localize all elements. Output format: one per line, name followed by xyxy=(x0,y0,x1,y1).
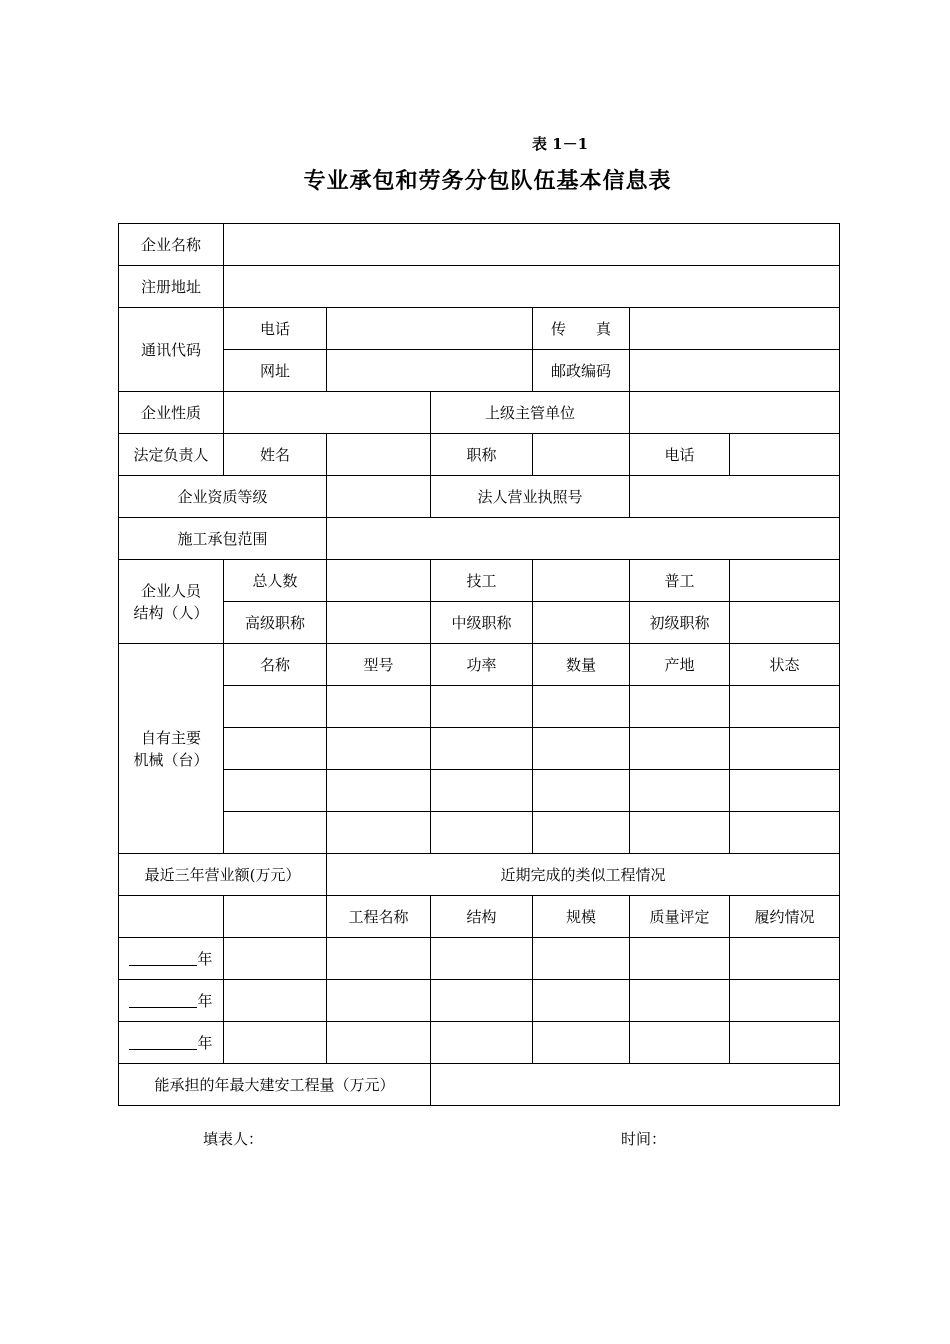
machinery-label-line2: 机械（台） xyxy=(133,750,209,769)
capacity-field[interactable] xyxy=(431,1064,840,1106)
nature-label: 企业性质 xyxy=(119,392,224,434)
table-number: 表 1－1 xyxy=(531,135,589,153)
rep-title-field[interactable] xyxy=(533,434,630,476)
nature-field[interactable] xyxy=(224,392,431,434)
staff-general-label: 普工 xyxy=(630,560,730,602)
project-cell[interactable] xyxy=(630,938,730,980)
postcode-label: 邮政编码 xyxy=(533,350,630,392)
row-staff-2 xyxy=(119,602,840,644)
row-machinery-header xyxy=(119,644,840,686)
year-cell[interactable] xyxy=(119,938,224,980)
staff-label-line1: 企业人员 xyxy=(140,581,201,600)
project-header-cell: 结构 xyxy=(431,896,533,938)
machinery-cell[interactable] xyxy=(327,728,431,770)
machinery-label xyxy=(119,644,224,854)
project-cell[interactable] xyxy=(327,938,431,980)
machinery-cell[interactable] xyxy=(224,686,327,728)
year-cell[interactable] xyxy=(119,1022,224,1064)
fax-label: 传 真 xyxy=(533,308,630,350)
row-revenue-header xyxy=(119,854,840,896)
revenue-amount-header-cell xyxy=(224,896,327,938)
year-cell[interactable] xyxy=(119,980,224,1022)
staff-junior-label: 初级职称 xyxy=(630,602,730,644)
company-name-label: 企业名称 xyxy=(119,224,224,266)
row-project-headers xyxy=(119,896,840,938)
staff-label-line2: 结构（人） xyxy=(133,603,209,622)
fax-field[interactable] xyxy=(630,308,840,350)
revenue-label: 最近三年营业额(万元） xyxy=(119,854,327,896)
phone-label: 电话 xyxy=(224,308,327,350)
row-capacity xyxy=(119,1064,840,1106)
project-cell[interactable] xyxy=(730,938,840,980)
machinery-header-cell: 功率 xyxy=(431,644,533,686)
rep-name-field[interactable] xyxy=(327,434,431,476)
year-suffix: 年 xyxy=(197,991,213,1010)
project-cell[interactable] xyxy=(533,1022,630,1064)
machinery-label-line1: 自有主要 xyxy=(140,728,201,747)
scope-field[interactable] xyxy=(327,518,840,560)
machinery-cell[interactable] xyxy=(533,686,630,728)
row-contact-2 xyxy=(119,350,840,392)
machinery-cell[interactable] xyxy=(431,812,533,854)
year-suffix: 年 xyxy=(197,949,213,968)
staff-technician-label: 技工 xyxy=(431,560,533,602)
address-label: 注册地址 xyxy=(119,266,224,308)
row-legal-rep xyxy=(119,434,840,476)
revenue-amount-cell[interactable] xyxy=(224,938,327,980)
staff-middle-field[interactable] xyxy=(533,602,630,644)
machinery-cell[interactable] xyxy=(630,686,730,728)
staff-junior-field[interactable] xyxy=(730,602,840,644)
company-name-field[interactable] xyxy=(224,224,840,266)
info-form-table xyxy=(118,223,840,1106)
revenue-year-header-cell xyxy=(119,896,224,938)
phone-field[interactable] xyxy=(327,308,533,350)
machinery-cell[interactable] xyxy=(533,812,630,854)
project-cell[interactable] xyxy=(730,980,840,1022)
rep-phone-label: 电话 xyxy=(630,434,730,476)
machinery-cell[interactable] xyxy=(431,770,533,812)
machinery-header-cell: 名称 xyxy=(224,644,327,686)
rep-phone-field[interactable] xyxy=(730,434,840,476)
project-cell[interactable] xyxy=(630,1022,730,1064)
year-suffix: 年 xyxy=(197,1033,213,1052)
machinery-cell[interactable] xyxy=(730,812,840,854)
machinery-cell[interactable] xyxy=(630,770,730,812)
machinery-row xyxy=(119,728,840,770)
machinery-header-cell: 产地 xyxy=(630,644,730,686)
license-label: 法人营业执照号 xyxy=(431,476,630,518)
staff-general-field[interactable] xyxy=(730,560,840,602)
machinery-cell[interactable] xyxy=(224,812,327,854)
year-blank[interactable] xyxy=(129,991,197,1008)
rep-title-label: 职称 xyxy=(431,434,533,476)
staff-label xyxy=(119,560,224,644)
project-header-cell: 履约情况 xyxy=(730,896,840,938)
project-cell[interactable] xyxy=(533,938,630,980)
project-header-cell: 工程名称 xyxy=(327,896,431,938)
machinery-header-cell: 型号 xyxy=(327,644,431,686)
staff-senior-label: 高级职称 xyxy=(224,602,327,644)
staff-middle-label: 中级职称 xyxy=(431,602,533,644)
machinery-row xyxy=(119,686,840,728)
time-label: 时间： xyxy=(621,1130,667,1148)
rep-name-label: 姓名 xyxy=(224,434,327,476)
machinery-cell[interactable] xyxy=(730,770,840,812)
staff-total-field[interactable] xyxy=(327,560,431,602)
staff-technician-field[interactable] xyxy=(533,560,630,602)
row-nature xyxy=(119,392,840,434)
revenue-row xyxy=(119,980,840,1022)
project-header-cell: 质量评定 xyxy=(630,896,730,938)
superior-label: 上级主管单位 xyxy=(431,392,630,434)
machinery-cell[interactable] xyxy=(327,686,431,728)
row-contact-1 xyxy=(119,308,840,350)
superior-field[interactable] xyxy=(630,392,840,434)
row-qualification xyxy=(119,476,840,518)
project-header-cell: 规模 xyxy=(533,896,630,938)
qualification-field[interactable] xyxy=(327,476,431,518)
machinery-header-cell: 状态 xyxy=(730,644,840,686)
machinery-cell[interactable] xyxy=(327,770,431,812)
machinery-cell[interactable] xyxy=(533,770,630,812)
machinery-cell[interactable] xyxy=(630,728,730,770)
address-field[interactable] xyxy=(224,266,840,308)
machinery-cell[interactable] xyxy=(533,728,630,770)
project-cell[interactable] xyxy=(533,980,630,1022)
contact-label: 通讯代码 xyxy=(119,308,224,392)
machinery-row xyxy=(119,770,840,812)
machinery-header-cell: 数量 xyxy=(533,644,630,686)
machinery-cell[interactable] xyxy=(224,728,327,770)
row-scope xyxy=(119,518,840,560)
year-blank[interactable] xyxy=(129,949,197,966)
machinery-cell[interactable] xyxy=(630,812,730,854)
scope-label: 施工承包范围 xyxy=(119,518,327,560)
project-cell[interactable] xyxy=(327,1022,431,1064)
staff-senior-field[interactable] xyxy=(327,602,431,644)
machinery-row xyxy=(119,812,840,854)
project-cell[interactable] xyxy=(431,980,533,1022)
project-cell[interactable] xyxy=(431,938,533,980)
row-company-name xyxy=(119,224,840,266)
postcode-field[interactable] xyxy=(630,350,840,392)
revenue-row xyxy=(119,938,840,980)
row-staff-1 xyxy=(119,560,840,602)
license-field[interactable] xyxy=(630,476,840,518)
project-cell[interactable] xyxy=(327,980,431,1022)
project-cell[interactable] xyxy=(431,1022,533,1064)
machinery-cell[interactable] xyxy=(327,812,431,854)
legal-rep-label: 法定负责人 xyxy=(119,434,224,476)
year-blank[interactable] xyxy=(129,1033,197,1050)
capacity-label: 能承担的年最大建安工程量（万元） xyxy=(119,1064,431,1106)
machinery-cell[interactable] xyxy=(431,728,533,770)
revenue-row xyxy=(119,1022,840,1064)
revenue-amount-cell[interactable] xyxy=(224,980,327,1022)
machinery-cell[interactable] xyxy=(431,686,533,728)
machinery-cell[interactable] xyxy=(730,686,840,728)
project-cell[interactable] xyxy=(630,980,730,1022)
revenue-amount-cell[interactable] xyxy=(224,1022,327,1064)
website-field[interactable] xyxy=(327,350,533,392)
project-cell[interactable] xyxy=(730,1022,840,1064)
staff-total-label: 总人数 xyxy=(224,560,327,602)
projects-label: 近期完成的类似工程情况 xyxy=(327,854,840,896)
row-address xyxy=(119,266,840,308)
website-label: 网址 xyxy=(224,350,327,392)
qualification-label: 企业资质等级 xyxy=(119,476,327,518)
page-title: 专业承包和劳务分包队伍基本信息表 xyxy=(303,169,672,194)
machinery-cell[interactable] xyxy=(730,728,840,770)
filler-label: 填表人： xyxy=(203,1130,264,1148)
machinery-cell[interactable] xyxy=(224,770,327,812)
